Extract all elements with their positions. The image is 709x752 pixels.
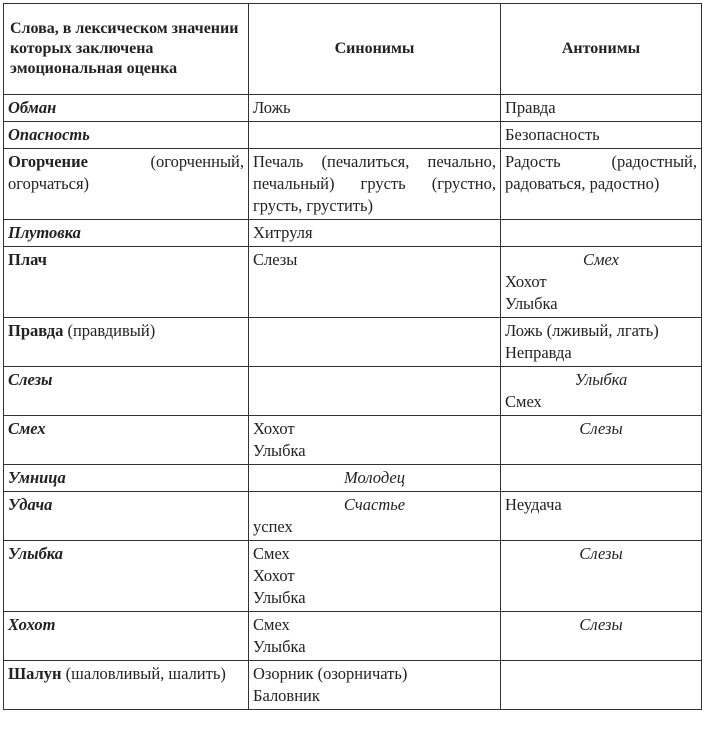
table-row xyxy=(4,465,702,492)
antonyms-cell xyxy=(501,661,702,710)
synonyms-cell xyxy=(249,661,501,710)
word-term: Плач xyxy=(8,250,47,269)
table-row xyxy=(4,220,702,247)
synonym: Улыбка xyxy=(253,637,306,656)
word-term: Смех xyxy=(8,419,46,438)
synonyms-cell xyxy=(249,220,501,247)
synonym-italic: Счастье xyxy=(343,495,406,514)
word-term: Огорчение xyxy=(8,152,88,171)
word-cell xyxy=(4,465,249,492)
antonym: Улыбка xyxy=(505,294,558,313)
table-row xyxy=(4,247,702,318)
synonyms-cell xyxy=(249,416,501,465)
synonym: Озорник (озорничать) xyxy=(253,664,408,683)
word-term: Правда xyxy=(8,321,64,340)
synonyms-cell xyxy=(249,149,501,220)
word-term: Умница xyxy=(8,468,66,487)
antonyms-cell xyxy=(501,247,702,318)
antonym-italic: Слезы xyxy=(579,615,623,634)
antonyms-cell xyxy=(501,367,702,416)
antonym: Правда xyxy=(505,98,556,117)
word-cell xyxy=(4,318,249,367)
synonym: Смех xyxy=(253,615,290,634)
emotional-words-table xyxy=(3,3,702,710)
antonym-italic: Слезы xyxy=(579,544,623,563)
word-term: Плутовка xyxy=(8,223,81,242)
word-cell xyxy=(4,541,249,612)
synonyms-cell xyxy=(249,367,501,416)
antonym-italic: Смех xyxy=(583,250,619,269)
antonyms-cell xyxy=(501,122,702,149)
word-note: (шаловливый, шалить) xyxy=(65,664,226,683)
word-cell xyxy=(4,122,249,149)
word-cell xyxy=(4,661,249,710)
word-term: Опасность xyxy=(8,125,90,144)
word-cell xyxy=(4,247,249,318)
word-term: Шалун xyxy=(8,664,62,683)
table-row xyxy=(4,541,702,612)
synonym: Ложь xyxy=(253,98,291,117)
antonyms-cell xyxy=(501,220,702,247)
synonym: Хохот xyxy=(253,566,295,585)
word-cell xyxy=(4,149,249,220)
antonyms-cell xyxy=(501,465,702,492)
synonym-italic: Молодец xyxy=(344,468,405,487)
antonyms-text: Радость (радостный, радоваться, радостно) xyxy=(505,152,697,193)
table-row xyxy=(4,318,702,367)
antonym: Безопасность xyxy=(505,125,600,144)
antonyms-cell xyxy=(501,95,702,122)
synonyms-cell xyxy=(249,541,501,612)
header-synonyms: Синонимы xyxy=(249,4,501,95)
word-term: Улыбка xyxy=(8,544,64,563)
word-note: (огорченный, огорчаться) xyxy=(8,152,244,193)
table-row xyxy=(4,661,702,710)
synonym: Баловник xyxy=(253,686,320,705)
synonyms-cell xyxy=(249,492,501,541)
synonyms-cell xyxy=(249,612,501,661)
antonyms-cell xyxy=(501,541,702,612)
table-row xyxy=(4,149,702,220)
antonyms-cell xyxy=(501,318,702,367)
synonym: Хохот xyxy=(253,419,295,438)
table-row xyxy=(4,416,702,465)
table-row xyxy=(4,612,702,661)
word-cell xyxy=(4,416,249,465)
synonym: Хитруля xyxy=(253,223,313,242)
word-cell xyxy=(4,612,249,661)
antonym: Неправда xyxy=(505,343,572,362)
antonym: Смех xyxy=(505,392,542,411)
word-cell xyxy=(4,367,249,416)
antonym: Неудача xyxy=(505,495,562,514)
word-term: Хохот xyxy=(8,615,56,634)
synonym: Улыбка xyxy=(253,588,306,607)
table-row xyxy=(4,95,702,122)
header-row xyxy=(4,4,702,95)
synonyms-cell xyxy=(249,247,501,318)
word-cell xyxy=(4,220,249,247)
antonym-italic: Слезы xyxy=(579,419,623,438)
synonyms-cell xyxy=(249,465,501,492)
word-term: Слезы xyxy=(8,370,53,389)
table-row xyxy=(4,122,702,149)
synonyms-cell xyxy=(249,318,501,367)
antonym-italic: Улыбка xyxy=(574,370,628,389)
table-row xyxy=(4,367,702,416)
word-note: (правдивый) xyxy=(67,321,156,340)
antonym: Хохот xyxy=(505,272,547,291)
word-term: Обман xyxy=(8,98,57,117)
synonyms-text: Печаль (печалиться, печально, печальный) грусть (грустно, грусть, грустить) xyxy=(253,152,496,215)
synonym: Улыбка xyxy=(253,441,306,460)
synonyms-cell xyxy=(249,95,501,122)
antonyms-cell xyxy=(501,416,702,465)
word-term: Удача xyxy=(8,495,53,514)
synonym: Смех xyxy=(253,544,290,563)
antonyms-cell xyxy=(501,492,702,541)
antonyms-cell xyxy=(501,149,702,220)
synonym: Слезы xyxy=(253,250,298,269)
table-row xyxy=(4,492,702,541)
antonym: Ложь (лживый, лгать) xyxy=(505,321,659,340)
header-words: Слова, в лексическом значении которых заключена эмоциональная оценка xyxy=(4,4,249,95)
antonyms-cell xyxy=(501,612,702,661)
synonyms-cell xyxy=(249,122,501,149)
word-cell xyxy=(4,492,249,541)
header-antonyms: Антонимы xyxy=(501,4,702,95)
word-cell xyxy=(4,95,249,122)
synonym: успех xyxy=(253,517,293,536)
